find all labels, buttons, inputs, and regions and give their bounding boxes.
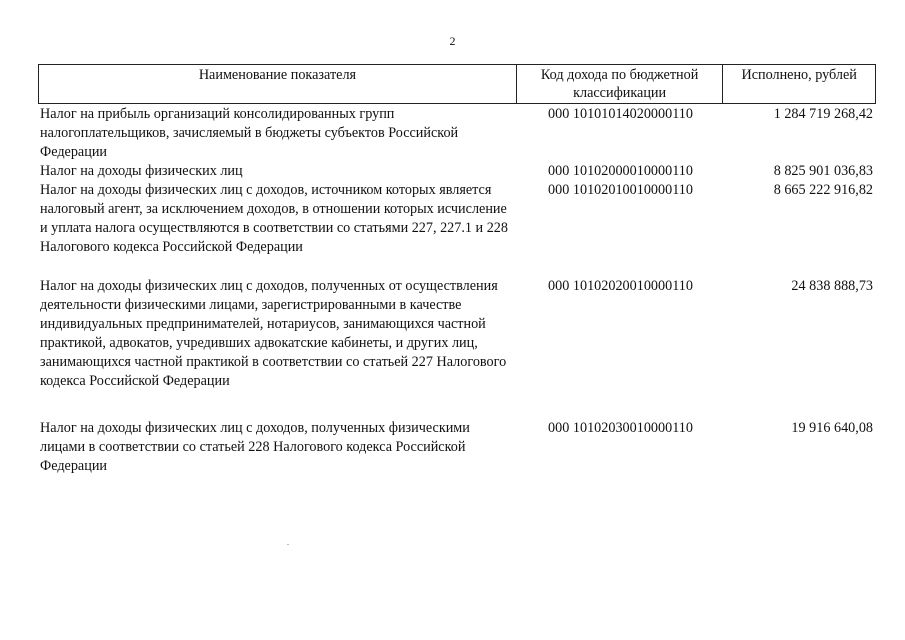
row-indicator-name: Налог на прибыль организаций консолидированных групп налогоплательщиков, зачисляемый в бюджеты субъектов Российской Федерации (40, 106, 459, 160)
scan-artifact (287, 544, 289, 545)
table-row (38, 181, 876, 257)
table-row (38, 105, 876, 162)
header-income-code: Код дохода по бюджетной классификации (517, 65, 724, 103)
row-income-code: 000 10101014020000110 (548, 106, 693, 122)
table-row (38, 162, 876, 181)
row-executed-amount: 8 665 222 916,82 (773, 182, 873, 198)
row-indicator-name: Налог на доходы физических лиц с доходов, полученных физическими лицами в соответствии со статьей 228 Налогового кодекса Российской Федерации (40, 420, 470, 474)
table-row (38, 277, 876, 391)
row-indicator-name: Налог на доходы физических лиц (40, 163, 243, 179)
row-income-code: 000 10102030010000110 (548, 420, 693, 436)
row-indicator-name: Налог на доходы физических лиц с доходов, полученных от осуществления деятельности физическими лицами, зарегистрированными в качестве индивидуальных предпринимателей, нотариусов, занимающихся частной практикой, адвокатов, учредивших адвокатские кабинеты, и других лиц, занимающихся частной практикой в соответствии со статьей 227 Налогового кодекса Российской Федерации (40, 278, 507, 389)
row-executed-amount: 19 916 640,08 (791, 420, 873, 436)
header-executed-rubles: Исполнено, рублей (741, 67, 857, 83)
row-executed-amount: 8 825 901 036,83 (773, 163, 873, 179)
row-executed-amount: 24 838 888,73 (791, 278, 873, 294)
table-header (38, 64, 876, 104)
row-income-code: 000 10102000010000110 (548, 163, 693, 179)
header-indicator-name: Наименование показателя (39, 65, 517, 103)
row-executed-amount: 1 284 719 268,42 (773, 106, 873, 122)
page-number: 2 (449, 34, 456, 48)
row-income-code: 000 10102020010000110 (548, 278, 693, 294)
row-income-code: 000 10102010010000110 (548, 182, 693, 198)
row-indicator-name: Налог на доходы физических лиц с доходов, источником которых является налоговый агент, за исключением доходов, в отношении которых исчисление и уплата налога осуществляются в соответствии со статьями 227, 227.1 и 228 Налогового кодекса Российской Федерации (40, 182, 508, 255)
table-row (38, 419, 876, 476)
